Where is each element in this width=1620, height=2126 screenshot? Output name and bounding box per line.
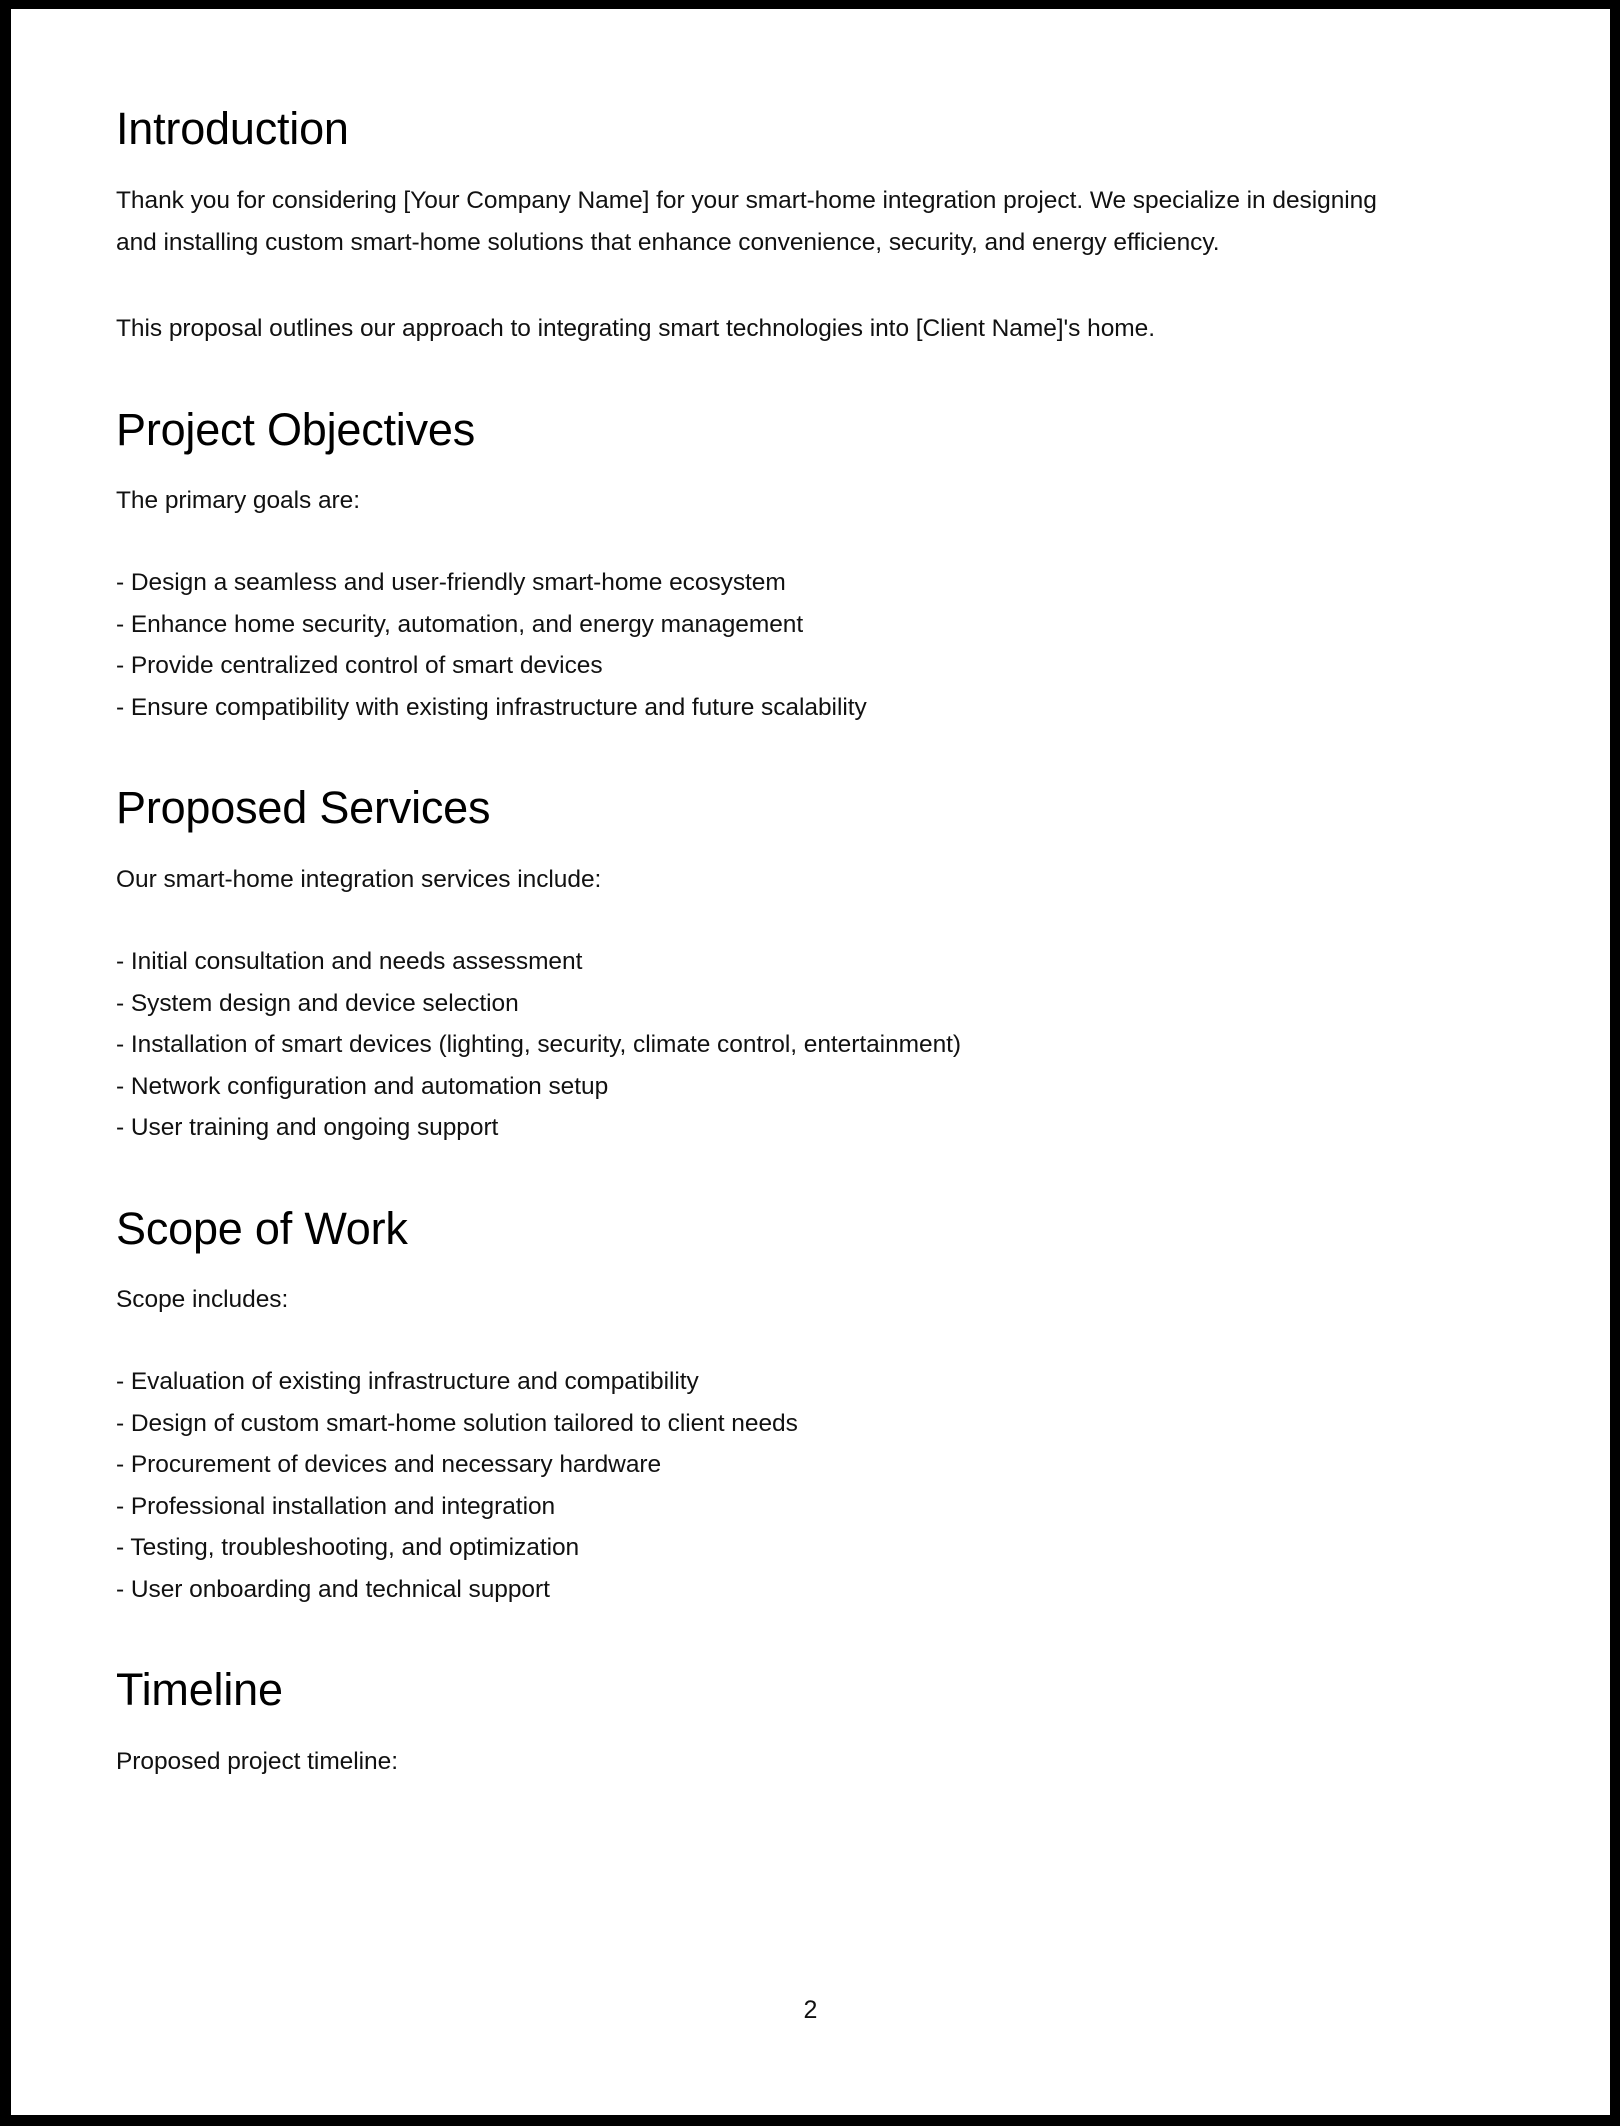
list-item: - Enhance home security, automation, and energy management [116,610,804,638]
list-item: - Network configuration and automation setup [116,1072,609,1100]
list-item: - Design a seamless and user-friendly smart-home ecosystem [116,569,786,597]
spacer [116,1321,1436,1361]
list-item: - Evaluation of existing infrastructure and compatibility [116,1368,699,1396]
spacer [116,350,1436,406]
list-item: - Professional installation and integration [116,1492,556,1520]
page-number: 2 [803,1996,818,2024]
list-item: - Design of custom smart-home solution tailored to client needs [116,1409,798,1437]
list-item: - Ensure compatibility with existing infrastructure and future scalability [116,693,867,721]
section-scope-of-work [116,1202,1436,1611]
spacer [116,1610,1436,1666]
list-item: - Installation of smart devices (lighting, security, climate control, entertainment) [116,1031,962,1059]
list-scope-of-work [116,1361,1436,1610]
list-project-objectives [116,562,1436,728]
spacer [116,1149,1436,1205]
heading-scope-of-work: Scope of Work [116,1202,408,1254]
list-item: - System design and device selection [116,989,519,1017]
spacer [116,728,1436,784]
spacer [116,832,1436,859]
heading-proposed-services: Proposed Services [116,782,491,834]
paragraph-project-objectives-intro: The primary goals are: [116,487,360,515]
section-proposed-services [116,784,1436,1148]
document-page [11,9,1610,2115]
section-introduction [116,105,1436,350]
list-item: - User training and ongoing support [116,1114,499,1142]
heading-project-objectives: Project Objectives [116,403,476,455]
spacer [116,901,1436,941]
spacer [116,1714,1436,1741]
spacer [116,522,1436,562]
list-proposed-services [116,941,1436,1149]
paragraph-proposed-services-intro: Our smart-home integration services include: [116,866,602,894]
spacer [116,453,1436,480]
paragraph-introduction-1: Thank you for considering [Your Company Name] for your smart-home integration project. We specialize in designing and installing custom smart-home solutions that enhance convenience, security, and energy efficiency. [116,186,1377,256]
heading-timeline: Timeline [116,1664,283,1716]
spacer [116,1252,1436,1279]
paragraph-timeline-intro: Proposed project timeline: [116,1747,398,1775]
spacer [116,264,1436,308]
list-item: - Procurement of devices and necessary hardware [116,1451,662,1479]
section-project-objectives [116,403,1436,729]
spacer [116,153,1436,180]
list-item: - Testing, troubleshooting, and optimization [116,1534,580,1562]
list-item: - Initial consultation and needs assessment [116,948,583,976]
heading-introduction: Introduction [116,103,349,154]
paragraph-introduction-2: This proposal outlines our approach to integrating smart technologies into [Client Name]'s home. [116,314,1155,342]
section-timeline [116,1666,1436,1783]
document-body [116,105,1436,1783]
list-item: - Provide centralized control of smart devices [116,652,603,680]
paragraph-scope-of-work-intro: Scope includes: [116,1286,289,1314]
list-item: - User onboarding and technical support [116,1575,550,1603]
